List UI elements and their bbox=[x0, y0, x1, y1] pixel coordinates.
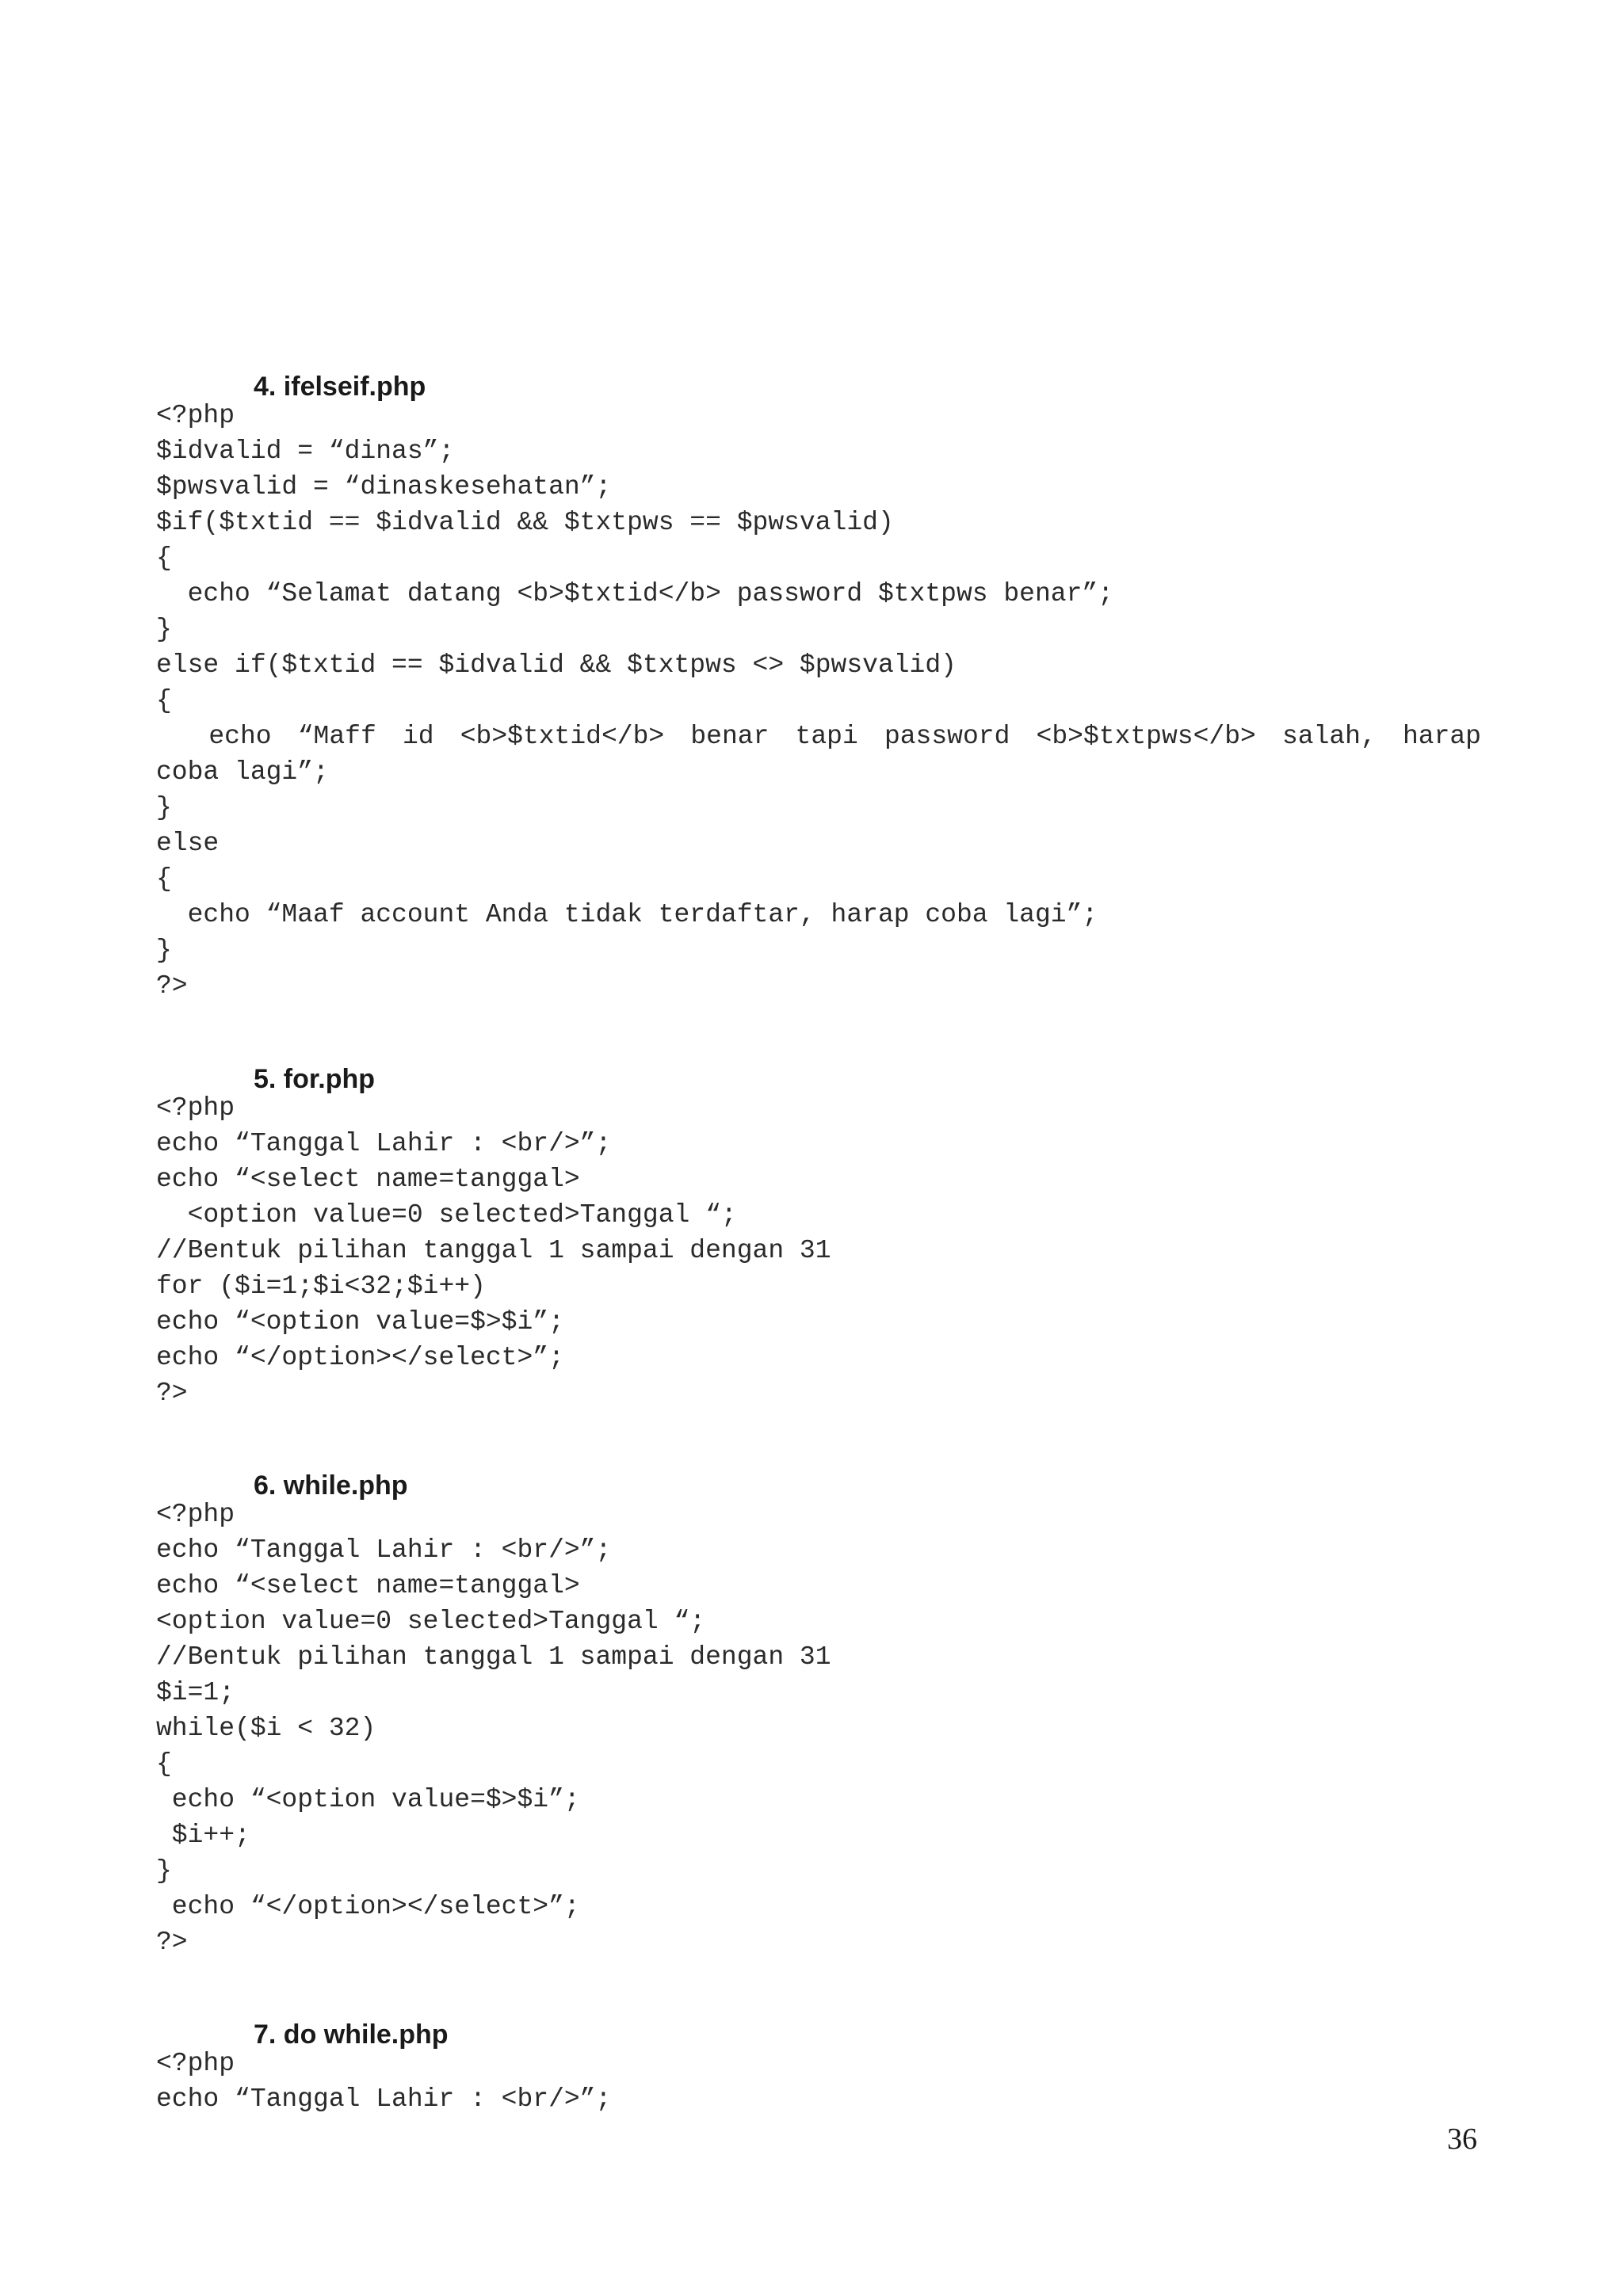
code-line: echo “Maff id <b>$txtid</b> benar tapi password <b>$txtpws</b> salah, harap bbox=[156, 722, 1481, 751]
code-line: ?> bbox=[156, 971, 188, 1001]
code-line: coba lagi”; bbox=[156, 757, 329, 787]
code-line: { bbox=[156, 864, 172, 894]
code-line: <?php bbox=[156, 2049, 235, 2078]
code-line: $i++; bbox=[156, 1821, 250, 1850]
code-line: //Bentuk pilihan tanggal 1 sampai dengan 31 bbox=[156, 1236, 831, 1265]
code-block bbox=[156, 1497, 1481, 1960]
code-block bbox=[156, 2046, 1481, 2117]
code-line: echo “<option value=$>$i”; bbox=[156, 1785, 580, 1814]
code-line: { bbox=[156, 1749, 172, 1779]
code-line: <?php bbox=[156, 1093, 235, 1123]
code-line: } bbox=[156, 936, 172, 965]
code-block bbox=[156, 1090, 1481, 1411]
code-block bbox=[156, 398, 1481, 1004]
code-line: $pwsvalid = “dinaskesehatan”; bbox=[156, 472, 612, 502]
code-line: $if($txtid == $idvalid && $txtpws == $pwsvalid) bbox=[156, 508, 894, 537]
section-heading: 6. while.php bbox=[254, 1470, 408, 1501]
code-line: echo “Maaf account Anda tidak terdaftar, harap coba lagi”; bbox=[156, 900, 1098, 929]
code-line: else bbox=[156, 829, 220, 858]
code-line: { bbox=[156, 543, 172, 573]
code-line: echo “<option value=$>$i”; bbox=[156, 1307, 564, 1337]
code-line: <option value=0 selected>Tanggal “; bbox=[156, 1607, 706, 1636]
code-line: echo “Tanggal Lahir : <br/>”; bbox=[156, 1535, 612, 1565]
section-heading: 5. for.php bbox=[254, 1064, 375, 1094]
code-line: } bbox=[156, 793, 172, 822]
code-line: $idvalid = “dinas”; bbox=[156, 437, 455, 466]
code-line: while($i < 32) bbox=[156, 1714, 376, 1743]
code-line: //Bentuk pilihan tanggal 1 sampai dengan 31 bbox=[156, 1642, 831, 1672]
code-line: echo “<select name=tanggal> bbox=[156, 1165, 580, 1194]
code-line: echo “</option></select>”; bbox=[156, 1343, 564, 1372]
code-line: echo “Tanggal Lahir : <br/>”; bbox=[156, 2084, 612, 2114]
code-line: echo “</option></select>”; bbox=[156, 1892, 580, 1921]
code-line: $i=1; bbox=[156, 1678, 235, 1707]
code-line: echo “Tanggal Lahir : <br/>”; bbox=[156, 1129, 612, 1158]
code-line: for ($i=1;$i<32;$i++) bbox=[156, 1272, 486, 1301]
code-line: else if($txtid == $idvalid && $txtpws <> $pwsvalid) bbox=[156, 650, 957, 680]
page-number: 36 bbox=[1447, 2122, 1477, 2156]
code-line: <?php bbox=[156, 1500, 235, 1529]
code-line: <?php bbox=[156, 401, 235, 430]
code-line: } bbox=[156, 615, 172, 644]
code-line: ?> bbox=[156, 1379, 188, 1408]
code-line: { bbox=[156, 686, 172, 715]
code-line: ?> bbox=[156, 1928, 188, 1957]
code-line: echo “<select name=tanggal> bbox=[156, 1571, 580, 1600]
code-line: <option value=0 selected>Tanggal “; bbox=[156, 1200, 737, 1230]
section-heading: 7. do while.php bbox=[254, 2019, 449, 2050]
code-line: } bbox=[156, 1856, 172, 1886]
code-line: echo “Selamat datang <b>$txtid</b> password $txtpws benar”; bbox=[156, 579, 1113, 608]
section-heading: 4. ifelseif.php bbox=[254, 372, 426, 402]
